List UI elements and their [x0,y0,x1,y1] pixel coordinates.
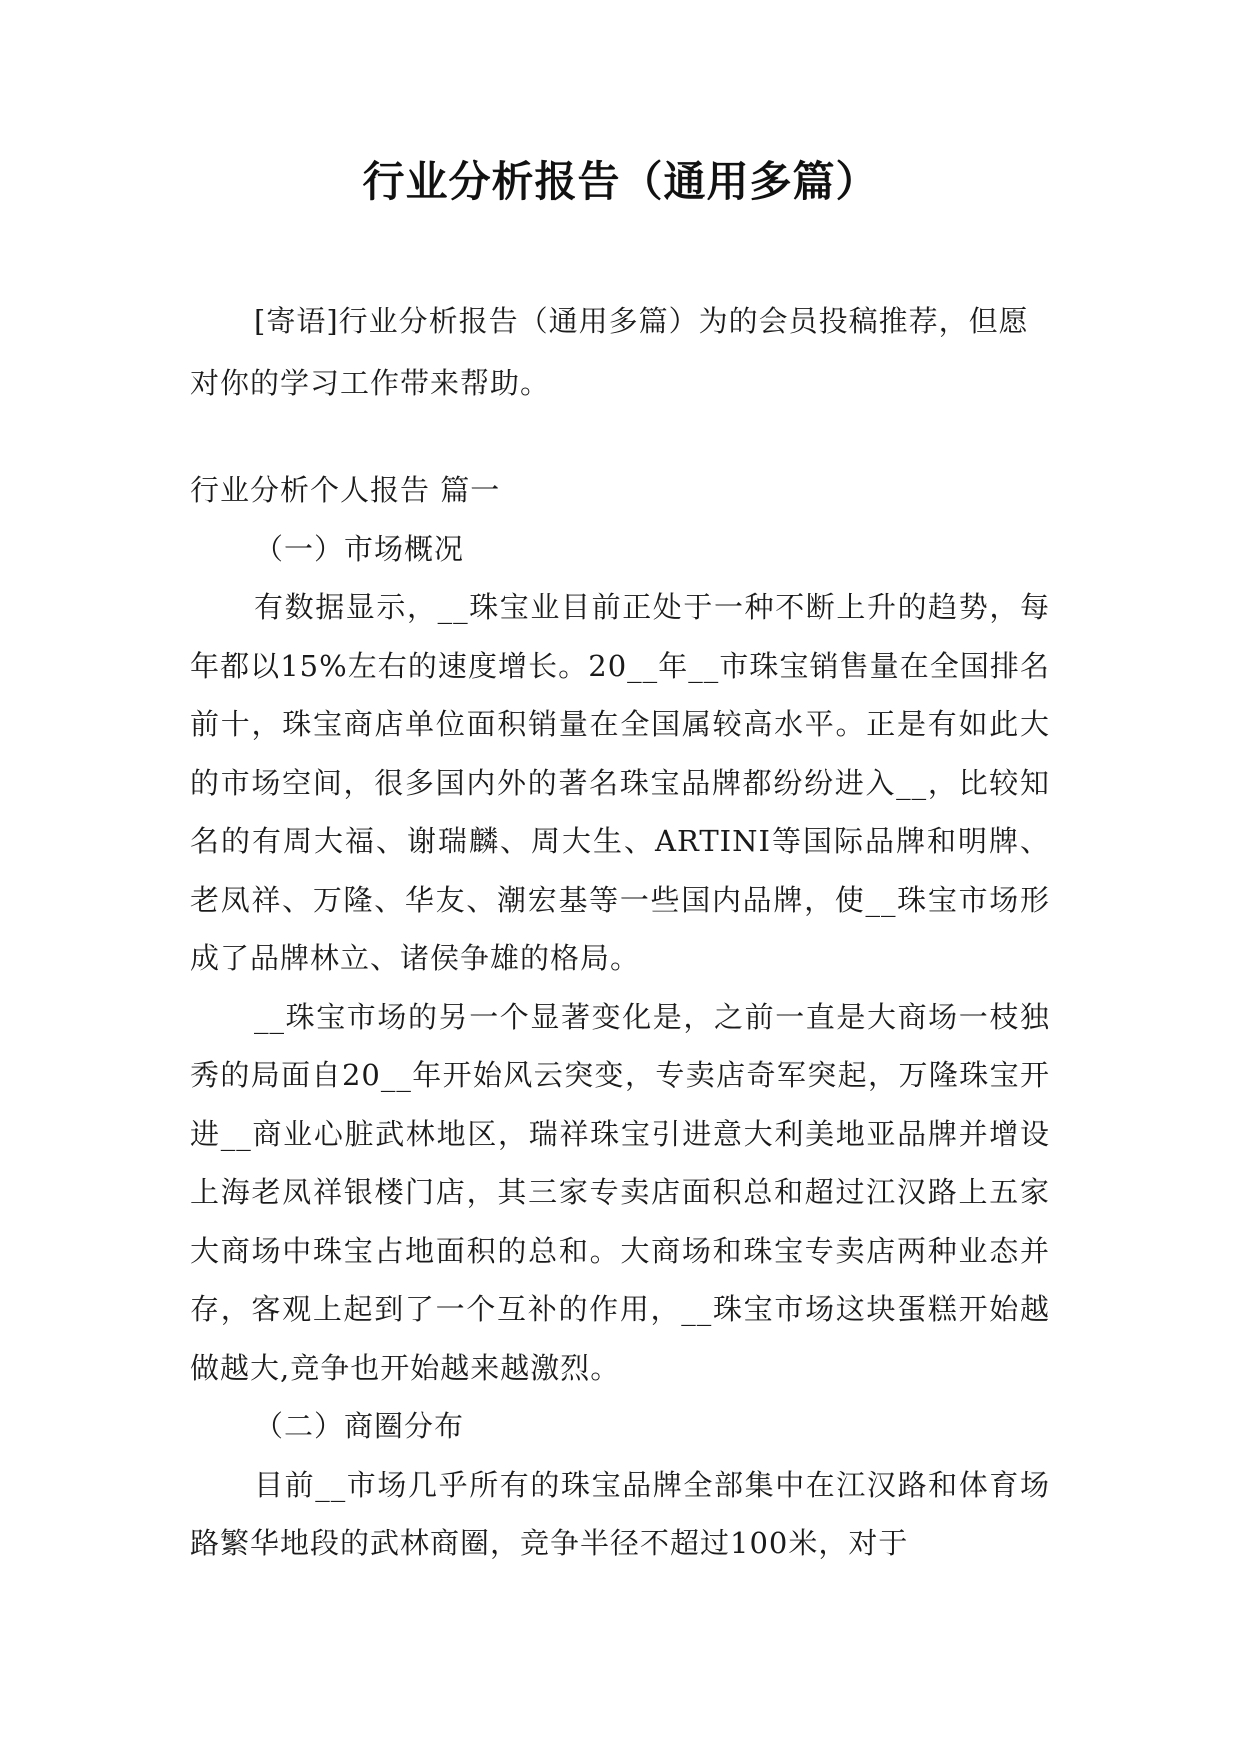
document-title: 行业分析报告（通用多篇） [362,157,879,206]
intro-paragraph: [寄语]行业分析报告（通用多篇）为的会员投稿推荐，但愿对你的学习工作带来帮助。 [190,304,1029,400]
paragraph-market-change: __珠宝市场的另一个显著变化是，之前一直是大商场一枝独秀的局面自20__年开始风云突变，专卖店奇军突起，万隆珠宝开进__商业心脏武林地区，瑞祥珠宝引进意大利美地亚品牌并增设上海老凤祥银楼门店，其三家专卖店面积总和超过江汉路上五家大商场中珠宝占地面积的总和。大商场和珠宝专卖店两种业态并存，客观上起到了一个互补的作用，__珠宝市场这块蛋糕开始越做越大,竞争也开始越来越激烈。 [190,999,1050,1385]
document-body [190,461,1050,1573]
section-heading: 行业分析个人报告 篇一 [190,473,501,507]
subheading-market-overview: （一）市场概况 [254,531,465,566]
subheading-business-district: （二）商圈分布 [254,1409,465,1443]
paragraph-district: 目前__市场几乎所有的珠宝品牌全部集中在江汉路和体育场路繁华地段的武林商圈，竞争半径不超过100米，对于 [190,1467,1050,1560]
paragraph-market-data: 有数据显示，__珠宝业目前正处于一种不断上升的趋势，每年都以15%左右的速度增长。20__年__市珠宝销售量在全国排名前十，珠宝商店单位面积销量在全国属较高水平。正是有如此大的市场空间，很多国内外的著名珠宝品牌都纷纷进入__，比较知名的有周大福、谢瑞麟、周大生、ARTINI等国际品牌和明牌、老凤祥、万隆、华友、潮宏基等一些国内品牌，使__珠宝市场形成了品牌林立、诸侯争雄的格局。 [190,590,1050,975]
